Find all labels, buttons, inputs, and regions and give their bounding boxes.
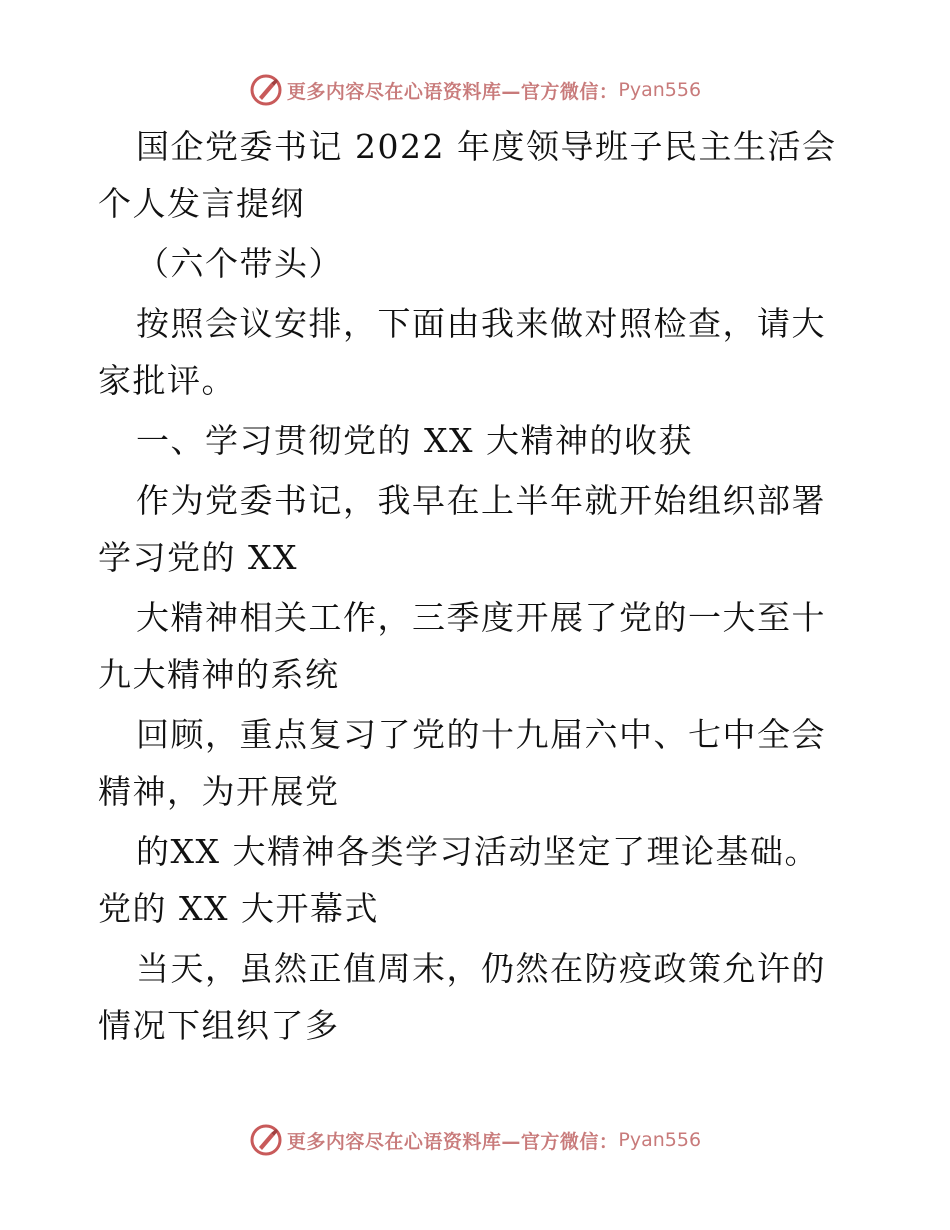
paragraph: 回顾，重点复习了党的十九届六中、七中全会精神，为开展党 — [98, 715, 826, 811]
paragraph: 按照会议安排，下面由我来做对照检查，请大家批评。 — [98, 304, 826, 400]
watermark-text: 更多内容尽在心语资料库—官方微信： — [286, 1130, 619, 1153]
document-title: 国企党委书记 2022 年度领导班子民主生活会个人发言提纲 — [98, 127, 837, 223]
watermark-account: Pyan556 — [618, 79, 702, 101]
watermark-account: Pyan556 — [618, 1129, 702, 1151]
paragraph: 大精神相关工作，三季度开展了党的一大至十九大精神的系统 — [98, 598, 826, 694]
document-subtitle: （六个带头） — [136, 244, 343, 283]
watermark-text: 更多内容尽在心语资料库—官方微信： — [286, 80, 619, 103]
paragraph: 的XX 大精神各类学习活动坚定了理论基础。党的 XX 大开幕式 — [98, 832, 819, 928]
section-heading: 一、学习贯彻党的 XX 大精神的收获 — [136, 421, 693, 460]
paragraph: 当天，虽然正值周末，仍然在防疫政策允许的情况下组织了多 — [98, 949, 826, 1045]
document-body — [98, 118, 850, 1057]
watermark-header — [0, 70, 950, 110]
watermark-footer — [0, 1120, 950, 1160]
pen-nib-circle-icon — [249, 1123, 283, 1157]
pen-nib-circle-icon — [249, 73, 283, 107]
paragraph: 作为党委书记，我早在上半年就开始组织部署学习党的 XX — [98, 481, 826, 577]
